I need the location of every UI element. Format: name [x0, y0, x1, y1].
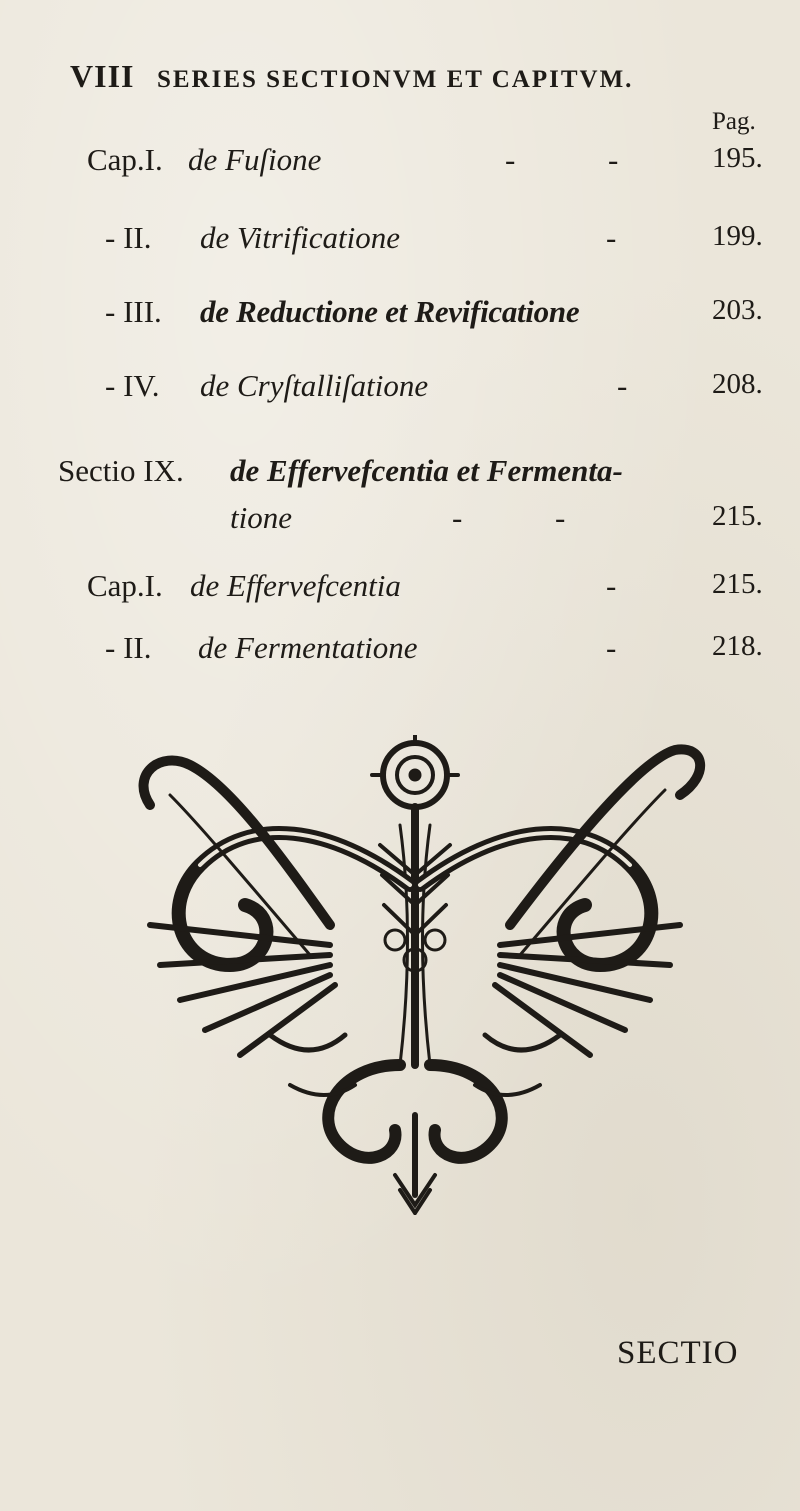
entry-title: de Cryſtalliſatione — [200, 368, 429, 403]
entry-number: - II. — [105, 630, 152, 665]
catchword: SECTIO — [617, 1335, 739, 1371]
entry-title: de Fuſione — [188, 142, 322, 177]
entry-title: tione — [230, 500, 292, 535]
toc-entry — [0, 142, 800, 182]
entry-page: 195. — [712, 142, 763, 174]
section-heading — [0, 453, 800, 493]
entry-page: 199. — [712, 220, 763, 252]
entry-page: 215. — [712, 500, 763, 532]
entry-page: 215. — [712, 568, 763, 600]
entry-title: de Fermentatione — [198, 630, 418, 665]
page-column-label: Pag. — [712, 108, 756, 135]
leader-dash: - — [606, 220, 617, 255]
toc-entry — [0, 630, 800, 670]
folio-number: VIII — [70, 58, 135, 94]
entry-page: 208. — [712, 368, 763, 400]
running-head-title: SERIES SECTIONVM ET CAPITVM. — [156, 66, 634, 93]
leader-dash: - — [606, 568, 617, 603]
running-head — [70, 58, 633, 95]
entry-number: - III. — [105, 294, 162, 329]
entry-number: - II. — [105, 220, 152, 255]
entry-number: - IV. — [105, 368, 160, 403]
toc-entry — [0, 294, 800, 334]
entry-title: de Reductione et Revificatione — [200, 294, 580, 329]
section-number: Sectio IX. — [58, 453, 184, 488]
toc-entry — [0, 220, 800, 260]
leader-dash: - — [555, 500, 566, 535]
floral-tailpiece-icon — [110, 735, 720, 1215]
toc-entry — [0, 368, 800, 408]
leader-dash: - — [608, 142, 619, 177]
entry-page: 203. — [712, 294, 763, 326]
leader-dash: - — [505, 142, 516, 177]
leader-dash: - — [452, 500, 463, 535]
entry-number: Cap.I. — [87, 142, 163, 177]
section-title: de Effervefcentia et Fermenta- — [230, 453, 623, 488]
leader-dash: - — [606, 630, 617, 665]
toc-entry — [0, 500, 800, 540]
entry-title: de Effervefcentia — [190, 568, 401, 603]
leader-dash: - — [617, 368, 628, 403]
toc-entry — [0, 568, 800, 608]
entry-page: 218. — [712, 630, 763, 662]
entry-title: de Vitrificatione — [200, 220, 401, 255]
entry-number: Cap.I. — [87, 568, 163, 603]
